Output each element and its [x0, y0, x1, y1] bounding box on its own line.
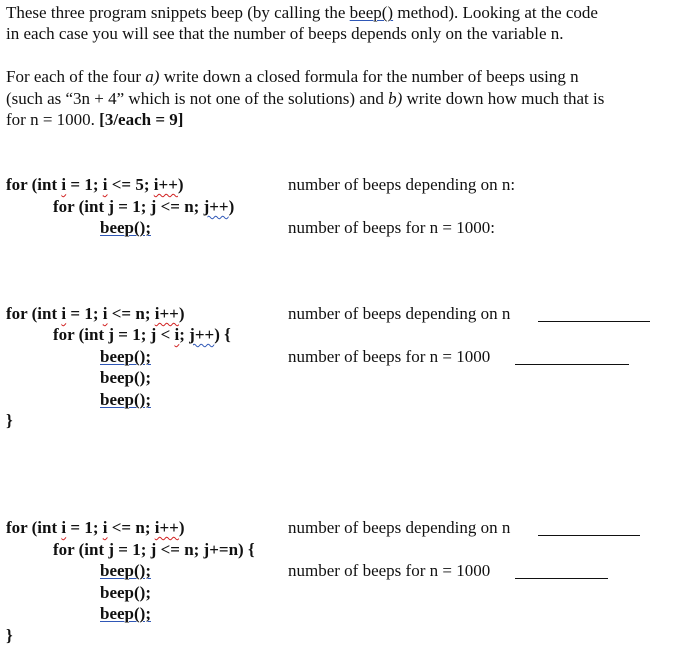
- snippet1-formula-label: number of beeps depending on n:: [288, 175, 516, 194]
- snippet1-value-label: number of beeps for n = 1000:: [288, 218, 495, 237]
- snippet3-inner-loop: for (int j = 1; j <= n; j+=n) {: [53, 540, 255, 559]
- intro-text: method). Looking at the code: [393, 3, 598, 22]
- marks-label: [3/each = 9]: [99, 110, 184, 129]
- snippet1-beep-call: beep();: [100, 218, 151, 237]
- instruction-text: (such as “3n + 4” which is not one of the solutions) and: [6, 89, 389, 108]
- snippet3-outer-loop: for (int i = 1; i <= n; i++): [6, 518, 185, 537]
- snippet2-inner-loop: for (int j = 1; j < i; j++) {: [53, 325, 231, 344]
- snippet2-outer-loop: for (int i = 1; i <= n; i++): [6, 304, 185, 323]
- intro-line-2: in each case you will see that the number of beeps depends only on the variable n.: [6, 24, 564, 43]
- snippet3-formula-label: number of beeps depending on n: [288, 518, 511, 537]
- snippet3-formula-answer-blank[interactable]: [538, 535, 640, 536]
- part-b-label: b): [388, 89, 403, 108]
- part-a-label: a): [145, 67, 160, 86]
- snippet3-beep-call: beep();: [100, 561, 151, 580]
- snippet2-beep-call: beep();: [100, 390, 151, 409]
- intro-line-1: [6, 2, 598, 23]
- snippet1-outer-loop: for (int i = 1; i <= 5; i++): [6, 175, 184, 194]
- snippet2-closing-brace: }: [6, 411, 13, 430]
- snippet3-beep-call: beep();: [100, 604, 151, 623]
- snippet3-closing-brace: }: [6, 626, 13, 645]
- snippet2-beep-call: beep();: [100, 347, 151, 366]
- snippet2-formula-answer-blank[interactable]: [538, 321, 650, 322]
- instructions-line-2: [6, 88, 604, 109]
- snippet2-value-answer-blank[interactable]: [515, 364, 629, 365]
- snippet2-value-label: number of beeps for n = 1000: [288, 347, 491, 366]
- snippet2-beep-call: beep();: [100, 368, 151, 387]
- beep-method-reference: beep(): [349, 3, 394, 22]
- instruction-text: write down how much that is: [402, 89, 605, 108]
- snippet2-formula-label: number of beeps depending on n: [288, 304, 511, 323]
- intro-text: These three program snippets beep (by calling the: [6, 3, 350, 22]
- snippet3-beep-call: beep();: [100, 583, 151, 602]
- instruction-text: For each of the four: [6, 67, 146, 86]
- instructions-line-1: [6, 66, 579, 87]
- instruction-text: for n = 1000.: [6, 110, 100, 129]
- snippet3-value-answer-blank[interactable]: [515, 578, 608, 579]
- instructions-line-3: [6, 109, 183, 130]
- snippet1-inner-loop: for (int j = 1; j <= n; j++): [53, 197, 235, 216]
- instruction-text: write down a closed formula for the number of beeps using n: [159, 67, 579, 86]
- snippet3-value-label: number of beeps for n = 1000: [288, 561, 491, 580]
